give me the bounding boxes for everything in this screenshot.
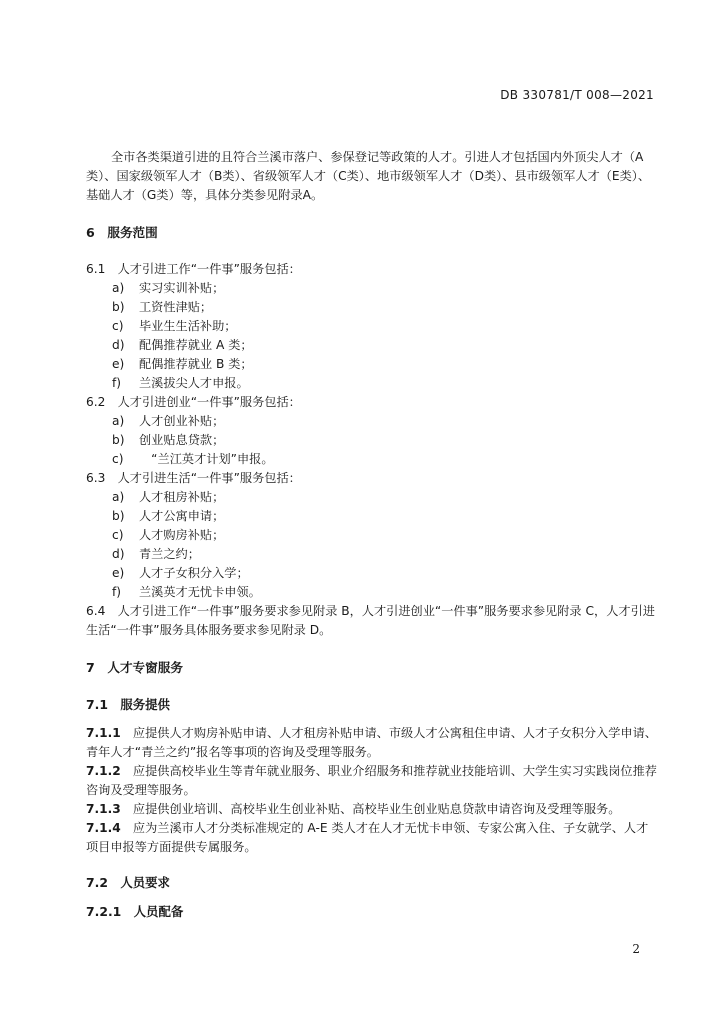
subsection-7-2-1-heading: 7.2.1 人员配备 — [86, 904, 184, 919]
clause-text: 应为兰溪市人才分类标准规定的 A-E 类人才在人才无忧卡申领、专家公寓入住、子女就学、人才项目申报等方面提供专属服务。 — [86, 821, 649, 854]
list-text: 人才公寓申请； — [139, 509, 225, 523]
clause-text: 人才引进工作“一件事”服务包括： — [117, 262, 301, 276]
list-text: 人才租房补贴； — [139, 490, 225, 504]
clause-text: 应提供高校毕业生等青年就业服务、职业介绍服务和推荐就业技能培训、大学生实习实践岗位推荐咨询及受理等服务。 — [86, 764, 657, 797]
clause-6-1 — [86, 260, 658, 393]
list-text: 青兰之约； — [139, 547, 200, 561]
document-body — [86, 148, 658, 921]
page-number: 2 — [632, 942, 640, 956]
clause-6-3 — [86, 469, 658, 602]
list-text: 人才购房补贴； — [139, 528, 225, 542]
list-item — [86, 317, 658, 336]
clause-7-1-1 — [86, 724, 658, 762]
list-label: c) — [112, 452, 124, 466]
clause-7-1-3 — [86, 800, 658, 819]
clause-number: 6.3 — [86, 471, 118, 485]
list-text: 创业贴息贷款； — [139, 433, 225, 447]
subsection-7-1-heading: 7.1 服务提供 — [86, 697, 170, 712]
list-item — [86, 526, 658, 545]
list-text: “兰江英才计划”申报。 — [139, 452, 274, 466]
list-text: 实习实训补贴； — [139, 281, 225, 295]
list-item — [86, 564, 658, 583]
clause-text: 应提供人才购房补贴申请、人才租房补贴申请、市级人才公寓租住申请、人才子女积分入学申请、青年人才“青兰之约”报名等事项的咨询及受理等服务。 — [86, 726, 657, 759]
clause-number: 7.1.1 — [86, 726, 133, 740]
list-label: d) — [112, 547, 125, 561]
document-code: DB 330781/T 008—2021 — [500, 88, 654, 102]
clause-6-2 — [86, 393, 658, 469]
list-item — [86, 450, 658, 469]
list-item — [86, 336, 658, 355]
list-item — [86, 507, 658, 526]
list-item — [86, 545, 658, 564]
clause-text: 应提供创业培训、高校毕业生创业补贴、高校毕业生创业贴息贷款申请咨询及受理等服务。 — [132, 802, 621, 816]
list-text: 配偶推荐就业 A 类； — [139, 338, 253, 352]
clause-6-4: 6.4 人才引进工作“一件事”服务要求参见附录 B，人才引进创业“一件事”服务要求参见附录 C，人才引进生活“一件事”服务具体服务要求参见附录 D。 — [86, 604, 655, 637]
list-label: d) — [112, 338, 125, 352]
list-label: c) — [112, 319, 124, 333]
section-6-heading: 6 服务范围 — [86, 225, 158, 240]
list-label: a) — [112, 281, 125, 295]
list-text: 配偶推荐就业 B 类； — [139, 357, 253, 371]
clause-number: 6.2 — [86, 395, 118, 409]
clause-number: 7.1.4 — [86, 821, 133, 835]
section-7-heading: 7 人才专窗服务 — [86, 660, 183, 675]
list-text: 人才子女积分入学； — [139, 566, 249, 580]
list-text: 兰溪拔尖人才申报。 — [139, 376, 249, 390]
clause-7-1-4 — [86, 819, 658, 857]
list-item — [86, 279, 658, 298]
list-label: e) — [112, 566, 125, 580]
list-label: b) — [112, 433, 125, 447]
clause-text: 人才引进创业“一件事”服务包括： — [117, 395, 301, 409]
list-text: 兰溪英才无忧卡申领。 — [139, 585, 261, 599]
list-item — [86, 583, 658, 602]
list-label: b) — [112, 300, 125, 314]
list-text: 工资性津贴； — [139, 300, 213, 314]
clause-text: 人才引进生活“一件事”服务包括： — [117, 471, 301, 485]
list-label: e) — [112, 357, 125, 371]
list-item — [86, 355, 658, 374]
list-label: f) — [112, 585, 122, 599]
clause-number: 7.1.2 — [86, 764, 133, 778]
list-text: 人才创业补贴； — [139, 414, 225, 428]
list-item — [86, 298, 658, 317]
list-label: c) — [112, 528, 124, 542]
intro-paragraph: 全市各类渠道引进的且符合兰溪市落户、参保登记等政策的人才。引进人才包括国内外顶尖人才（A类）、国家级领军人才（B类）、省级领军人才（C类）、地市级领军人才（D类）、县市级领军人才（E类）、基础人才（G类）等，具体分类参见附录A。 — [86, 150, 651, 202]
list-label: f) — [112, 376, 122, 390]
list-item — [86, 488, 658, 507]
list-label: a) — [112, 490, 125, 504]
list-text: 毕业生生活补助； — [139, 319, 237, 333]
subsection-7-2-heading: 7.2 人员要求 — [86, 875, 170, 890]
list-label: a) — [112, 414, 125, 428]
list-label: b) — [112, 509, 125, 523]
list-item — [86, 431, 658, 450]
clause-number: 6.1 — [86, 262, 118, 276]
list-item — [86, 374, 658, 393]
clause-7-1-2 — [86, 762, 658, 800]
clause-number: 7.1.3 — [86, 802, 133, 816]
list-item — [86, 412, 658, 431]
